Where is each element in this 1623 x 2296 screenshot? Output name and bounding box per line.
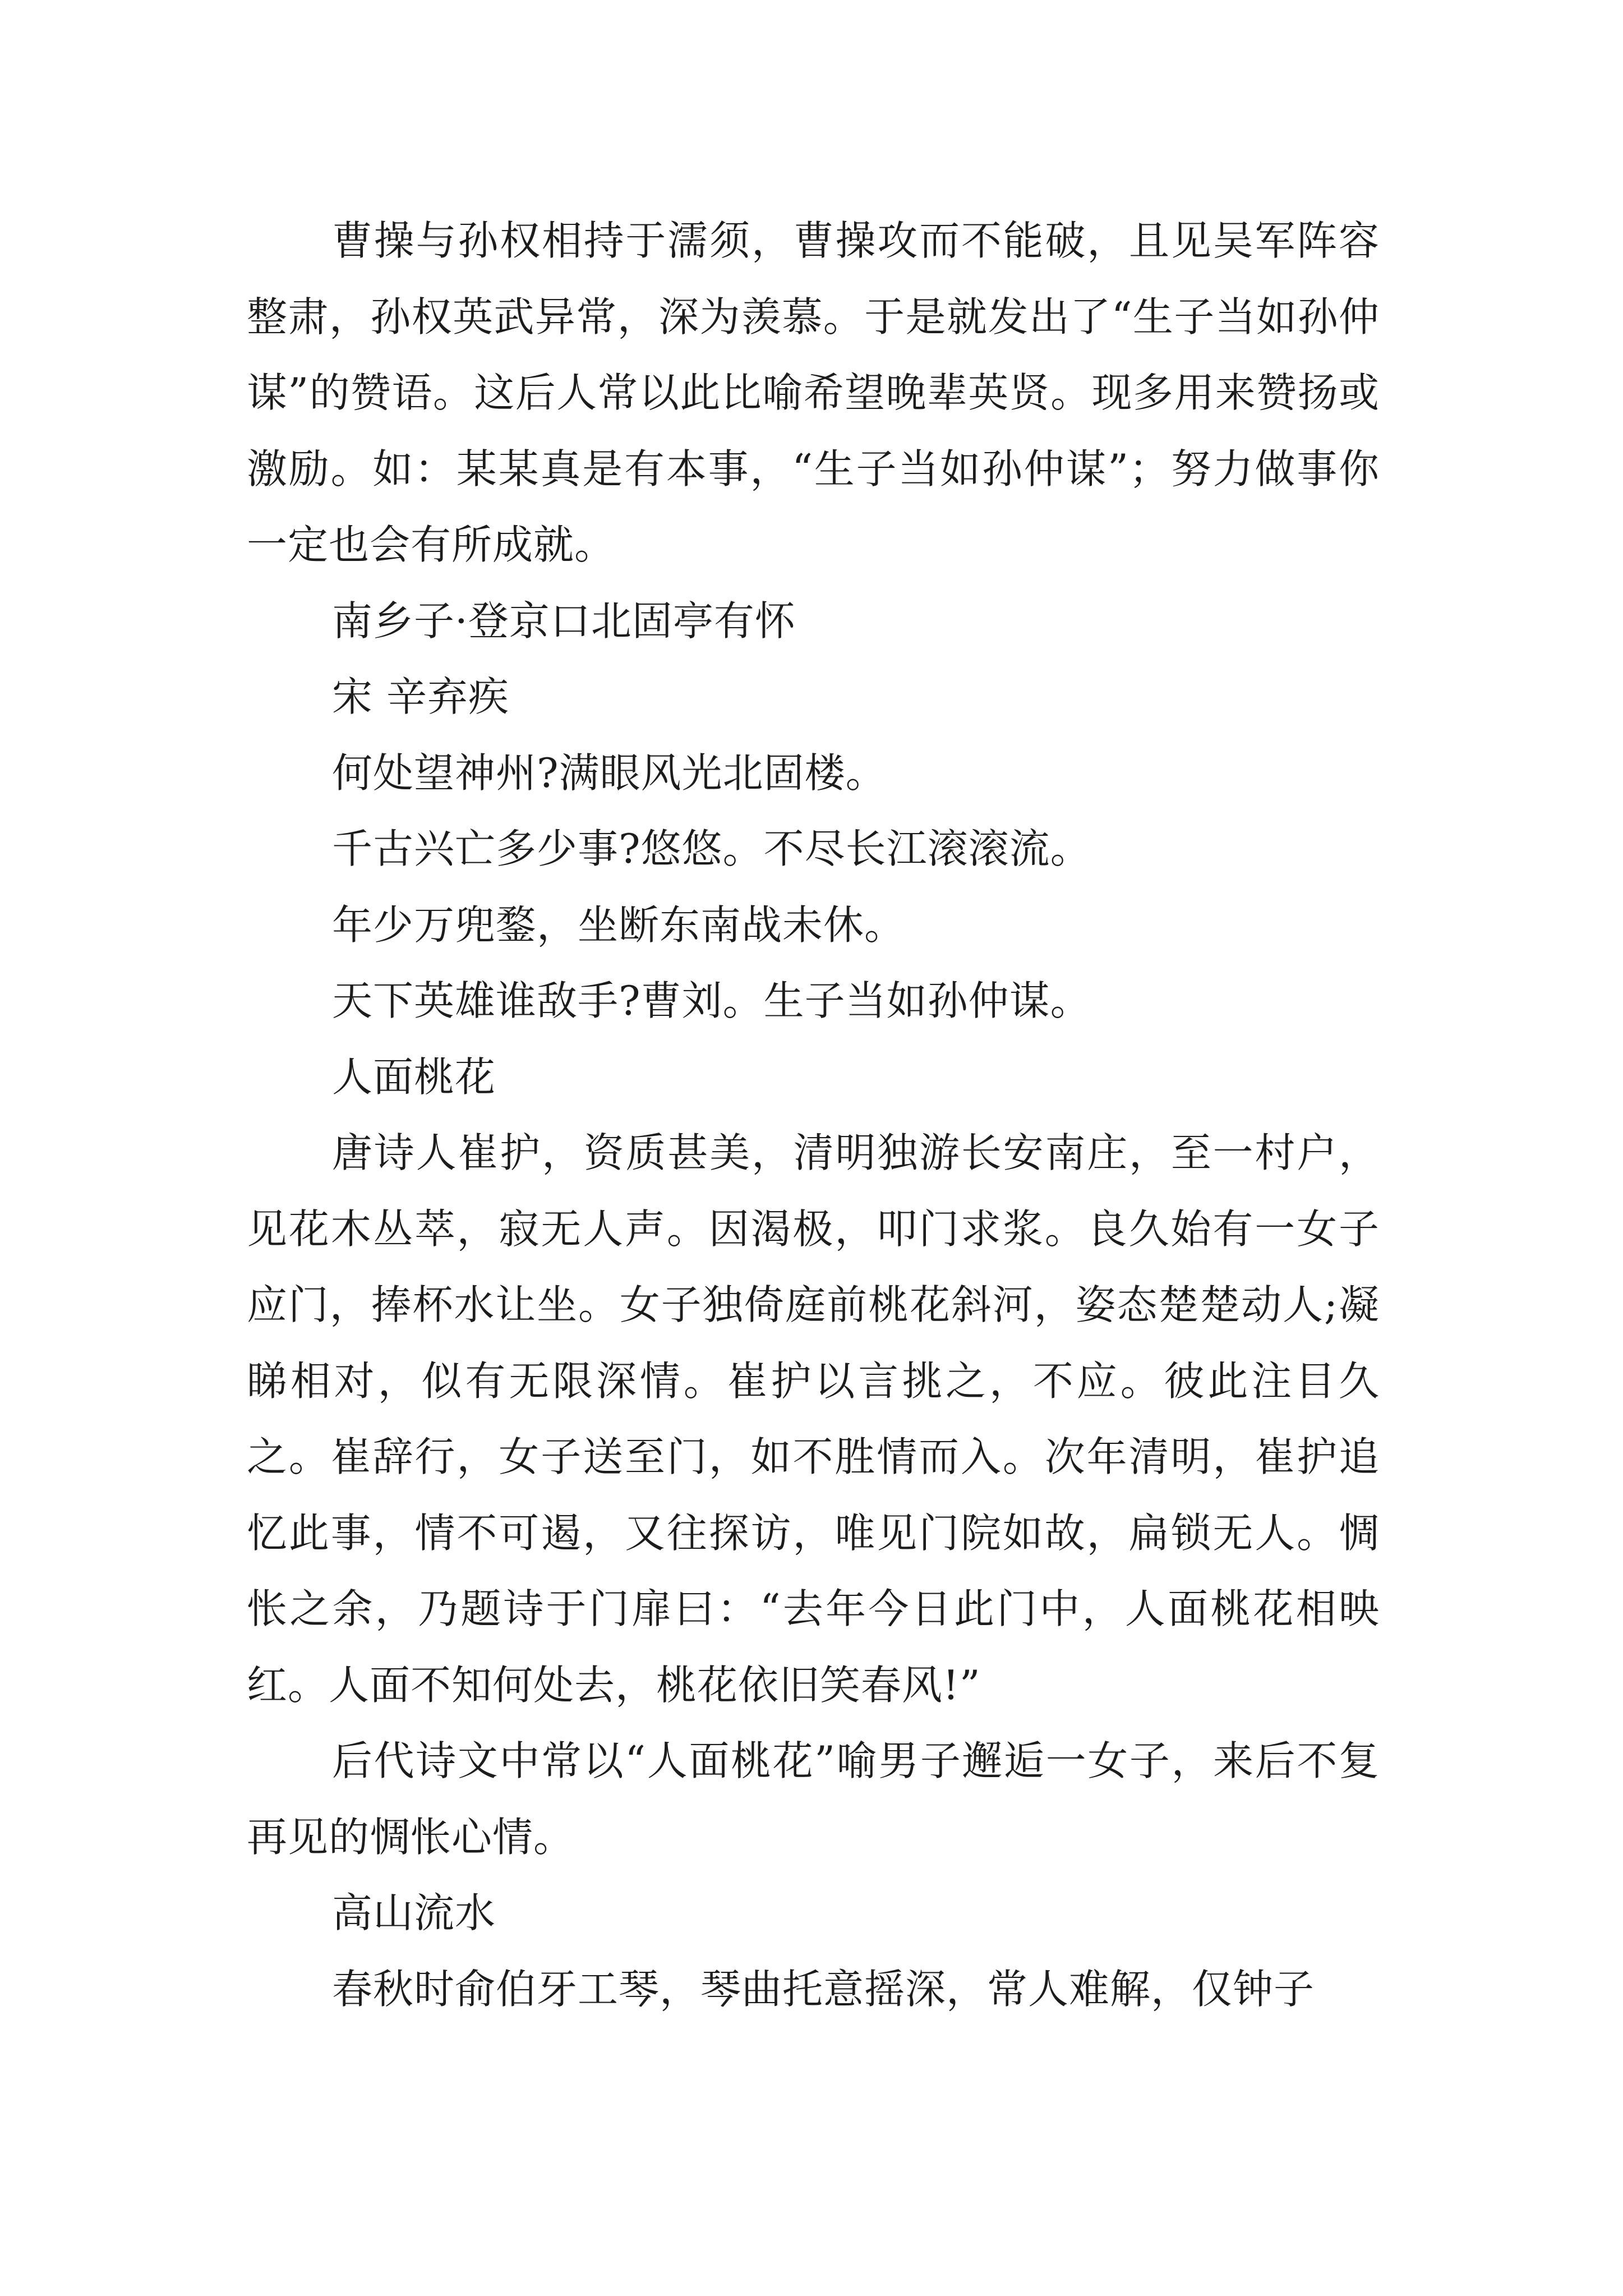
poem-line-2: 千古兴亡多少事?悠悠。不尽长江滚滚流。	[332, 825, 1091, 872]
poem-line-4: 天下英雄谁敌手?曹刘。生子当如孙仲谋。	[332, 977, 1091, 1024]
section-heading-high-mountain: 高山流水	[332, 1889, 496, 1936]
paragraph-cui-hu-story: 唐诗人崔护，资质甚美，清明独游长安南庄，至一村户，见花木丛萃，寂无人声。因渴极，叩门求浆。良久始有一女子应门，捧杯水让坐。女子独倚庭前桃花斜河，姿态楚楚动人;凝睇相对，似有无限深情。崔护以言挑之，不应。彼此注目久之。崔辞行，女子送至门，如不胜情而入。次年清明，崔护追忆此事，情不可遏，又往探访，唯见门院如故，扁锁无人。惆怅之余，乃题诗于门扉曰：“去年今日此门中，人面桃花相映红。人面不知何处去，桃花依旧笑春风!”	[247, 1129, 1380, 1709]
poem-line-1: 何处望神州?满眼风光北固楼。	[332, 749, 887, 797]
paragraph-sun-zhongmou-story: 曹操与孙权相持于濡须，曹操攻而不能破，且见吴军阵容整肃，孙权英武异常，深为羡慕。于是就发出了“生子当如孙仲谋”的赞语。这后人常以此比喻希望晚辈英贤。现多用来赞扬或激励。如：某某真是有本事，“生子当如孙仲谋”；努力做事你一定也会有所成就。	[247, 217, 1380, 568]
paragraph-peach-blossom-meaning: 后代诗文中常以“人面桃花”喻男子邂逅一女子，来后不复再见的惆怅心情。	[247, 1737, 1380, 1861]
poem-title: 南乡子·登京口北固亭有怀	[332, 597, 796, 645]
paragraph-yu-boya-story: 春秋时俞伯牙工琴，琴曲托意摇深，常人难解，仅钟子	[332, 1965, 1315, 2013]
poem-line-3: 年少万兜鍪，坐断东南战未休。	[332, 901, 906, 949]
poem-author: 宋 辛弃疾	[332, 673, 509, 720]
section-heading-peach-blossom: 人面桃花	[332, 1053, 496, 1101]
document-body	[247, 203, 1380, 2027]
